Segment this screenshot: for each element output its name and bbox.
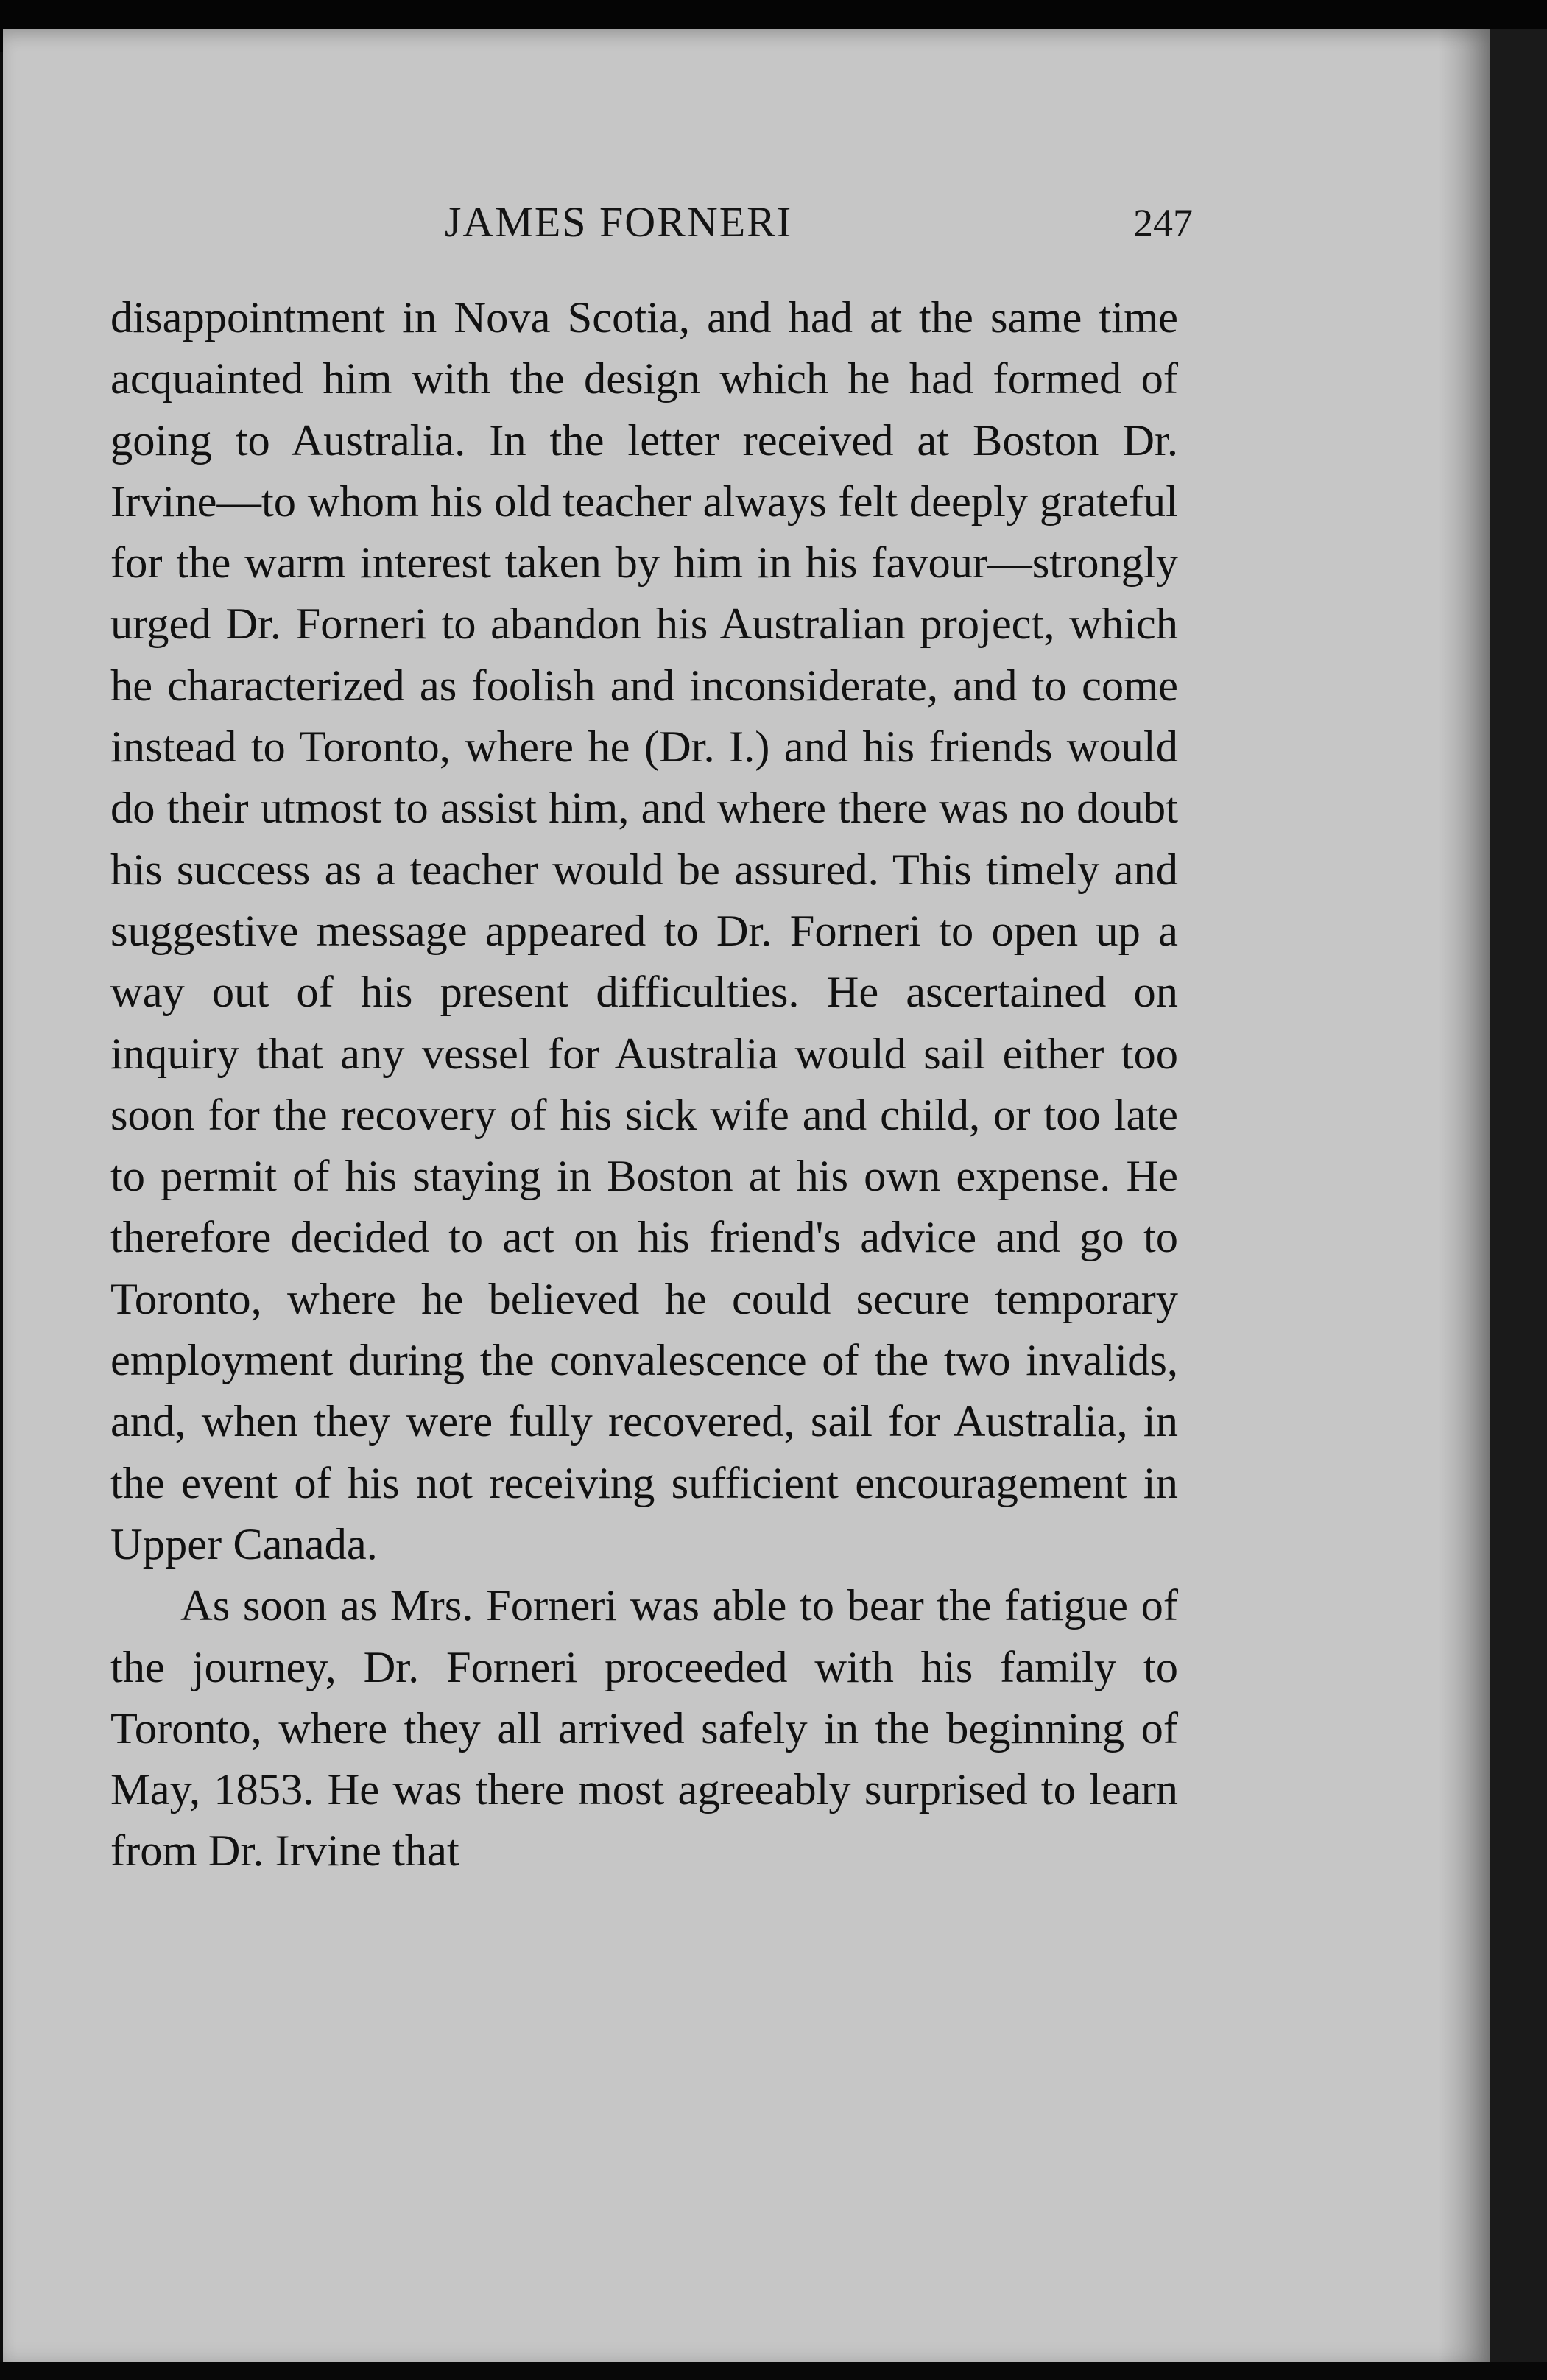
scan-bottom-border — [0, 2362, 1547, 2380]
page-number: 247 — [1133, 201, 1193, 245]
running-head — [110, 197, 1193, 256]
page-gutter-shadow — [1439, 29, 1490, 2364]
body-text — [110, 287, 1178, 1882]
paragraph: As soon as Mrs. Forneri was able to bear the fatigue of the journey, Dr. Forneri proceeded with his family to Toronto, where they all arrived safely in the beginning of May, 1853. He was there most agreeably surprised to learn from Dr. Irvine that — [110, 1581, 1178, 1876]
paragraph-continued: disappointment in Nova Scotia, and had at the same time acquainted him with the design which he had formed of going to Australia. In the letter received at Boston Dr. Irvine—to whom his old teacher always felt deeply grateful for the warm interest taken by him in his favour—strongly urged Dr. Forneri to abandon his Australian project, which he characterized as foolish and inconsiderate, and to come instead to Toronto, where he (Dr. I.) and his friends would do their utmost to assist him, and where there was no doubt his success as a teacher would be assured. This timely and suggestive message appeared to Dr. Forneri to open up a way out of his present difficulties. He ascertained on inquiry that any vessel for Australia would sail either too soon for the recovery of his sick wife and child, or too late to permit of his staying in Boston at his own expense. He therefore decided to act on his friend's advice and go to Toronto, where he believed he could secure temporary employment during the convalescence of the two invalids, and, when they were fully recovered, sail for Australia, in the event of his not receiving sufficient encouragement in Upper Canada. — [110, 293, 1178, 1569]
scan-right-border — [1490, 29, 1547, 2364]
running-title: JAMES FORNERI — [444, 198, 793, 246]
